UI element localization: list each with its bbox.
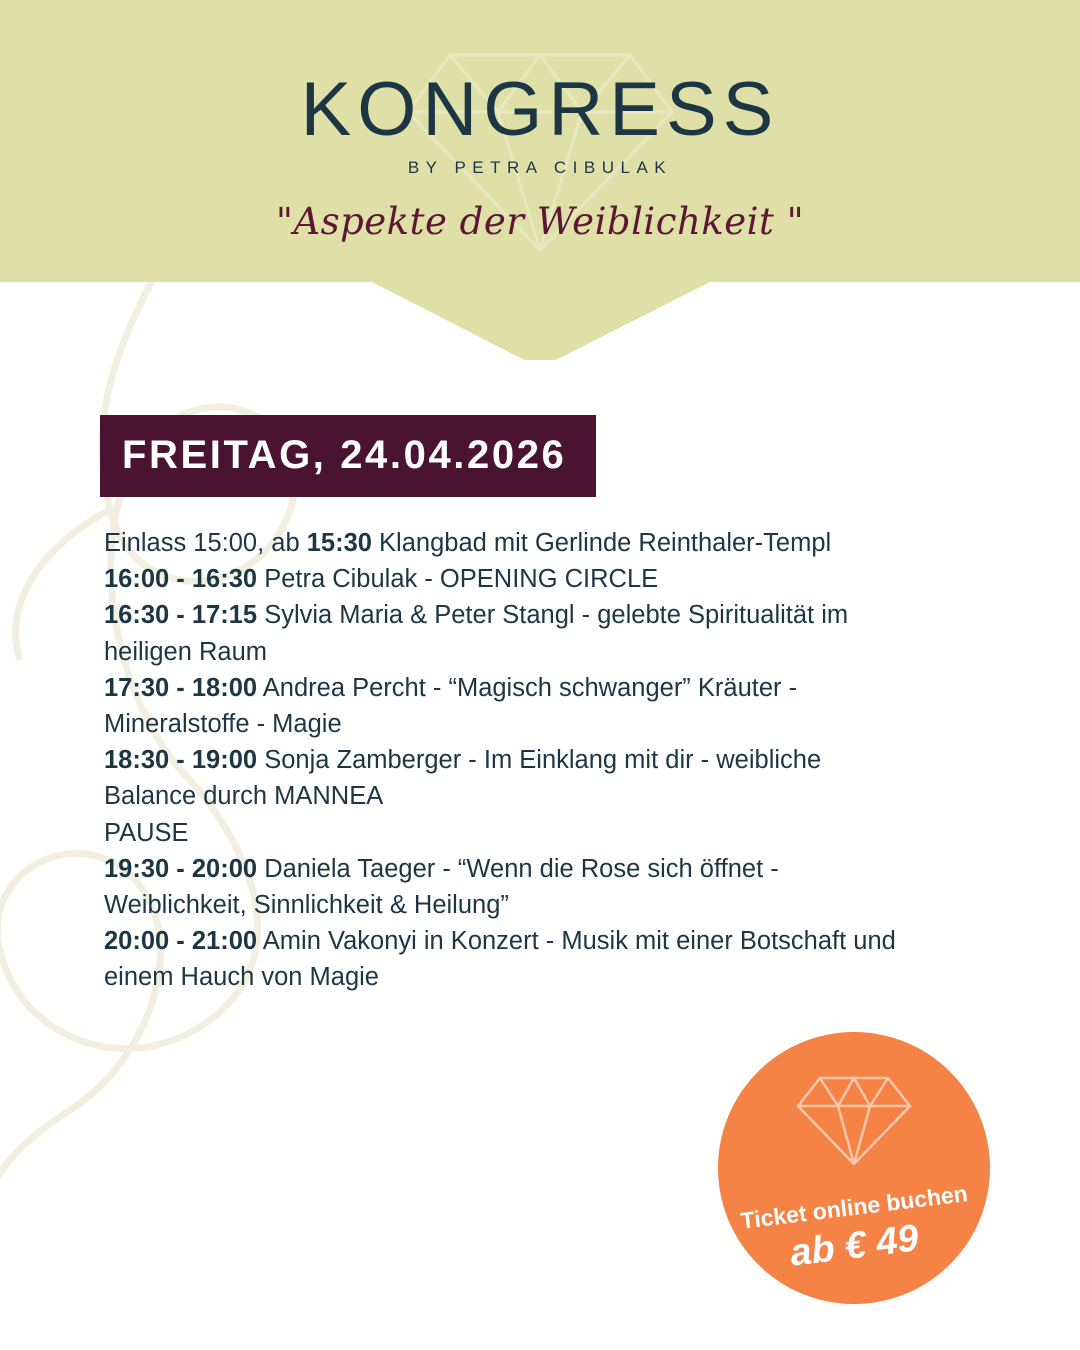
- schedule-item-text: Andrea Percht - “Magisch schwanger” Kräuter - Mineralstoffe - Magie: [104, 673, 798, 739]
- diamond-icon: [790, 1070, 918, 1170]
- schedule-item: [104, 561, 904, 597]
- schedule-item-text: Sylvia Maria & Peter Stangl - gelebte Spiritualität im heiligen Raum: [104, 601, 849, 666]
- schedule-item: [104, 597, 904, 669]
- page-tagline: "Aspekte der Weiblichkeit ": [275, 200, 805, 243]
- schedule-item: [104, 742, 904, 814]
- schedule-item: [104, 851, 904, 923]
- page-subtitle-author: BY PETRA CIBULAK: [407, 158, 673, 177]
- ticket-price: ab € 49: [787, 1217, 921, 1275]
- date-badge: FREITAG, 24.04.2026: [100, 415, 596, 497]
- schedule-item-text: Amin Vakonyi in Konzert - Musik mit einer Botschaft und einem Hauch von Magie: [104, 927, 896, 992]
- header-banner: [0, 0, 1080, 360]
- ticket-price-badge[interactable]: [718, 1032, 990, 1304]
- schedule-item: [104, 923, 904, 995]
- schedule-item-text: PAUSE: [104, 818, 189, 847]
- schedule-list: [104, 525, 904, 996]
- schedule-item: [104, 525, 904, 561]
- schedule-item-time: 16:00 - 16:30: [104, 565, 258, 594]
- schedule-item-time: 18:30 - 19:00: [104, 746, 258, 775]
- schedule-item-text: Klangbad mit Gerlinde Reinthaler-Templ: [371, 529, 832, 557]
- schedule-item-time: 19:30 - 20:00: [104, 854, 258, 883]
- schedule-item-text: Daniela Taeger - “Wenn die Rose sich öffnet - Weiblichkeit, Sinnlichkeit & Heilung”: [104, 854, 779, 920]
- schedule-item-time: 20:00 - 21:00: [104, 927, 258, 956]
- ticket-label: Ticket online buchen: [739, 1180, 969, 1234]
- schedule-item-time: 17:30 - 18:00: [104, 673, 258, 702]
- schedule-item-text: Petra Cibulak - OPENING CIRCLE: [257, 565, 659, 594]
- schedule-item-text: Sonja Zamberger - Im Einklang mit dir - weibliche Balance durch MANNEA: [104, 746, 822, 811]
- schedule-item-prefix: Einlass 15:00, ab: [104, 529, 307, 557]
- schedule-item: [104, 815, 904, 851]
- schedule-item: [104, 670, 904, 742]
- page-title: KONGRESS: [300, 67, 780, 152]
- schedule-item-time: 15:30: [306, 529, 372, 557]
- schedule-item-time: 16:30 - 17:15: [104, 601, 258, 630]
